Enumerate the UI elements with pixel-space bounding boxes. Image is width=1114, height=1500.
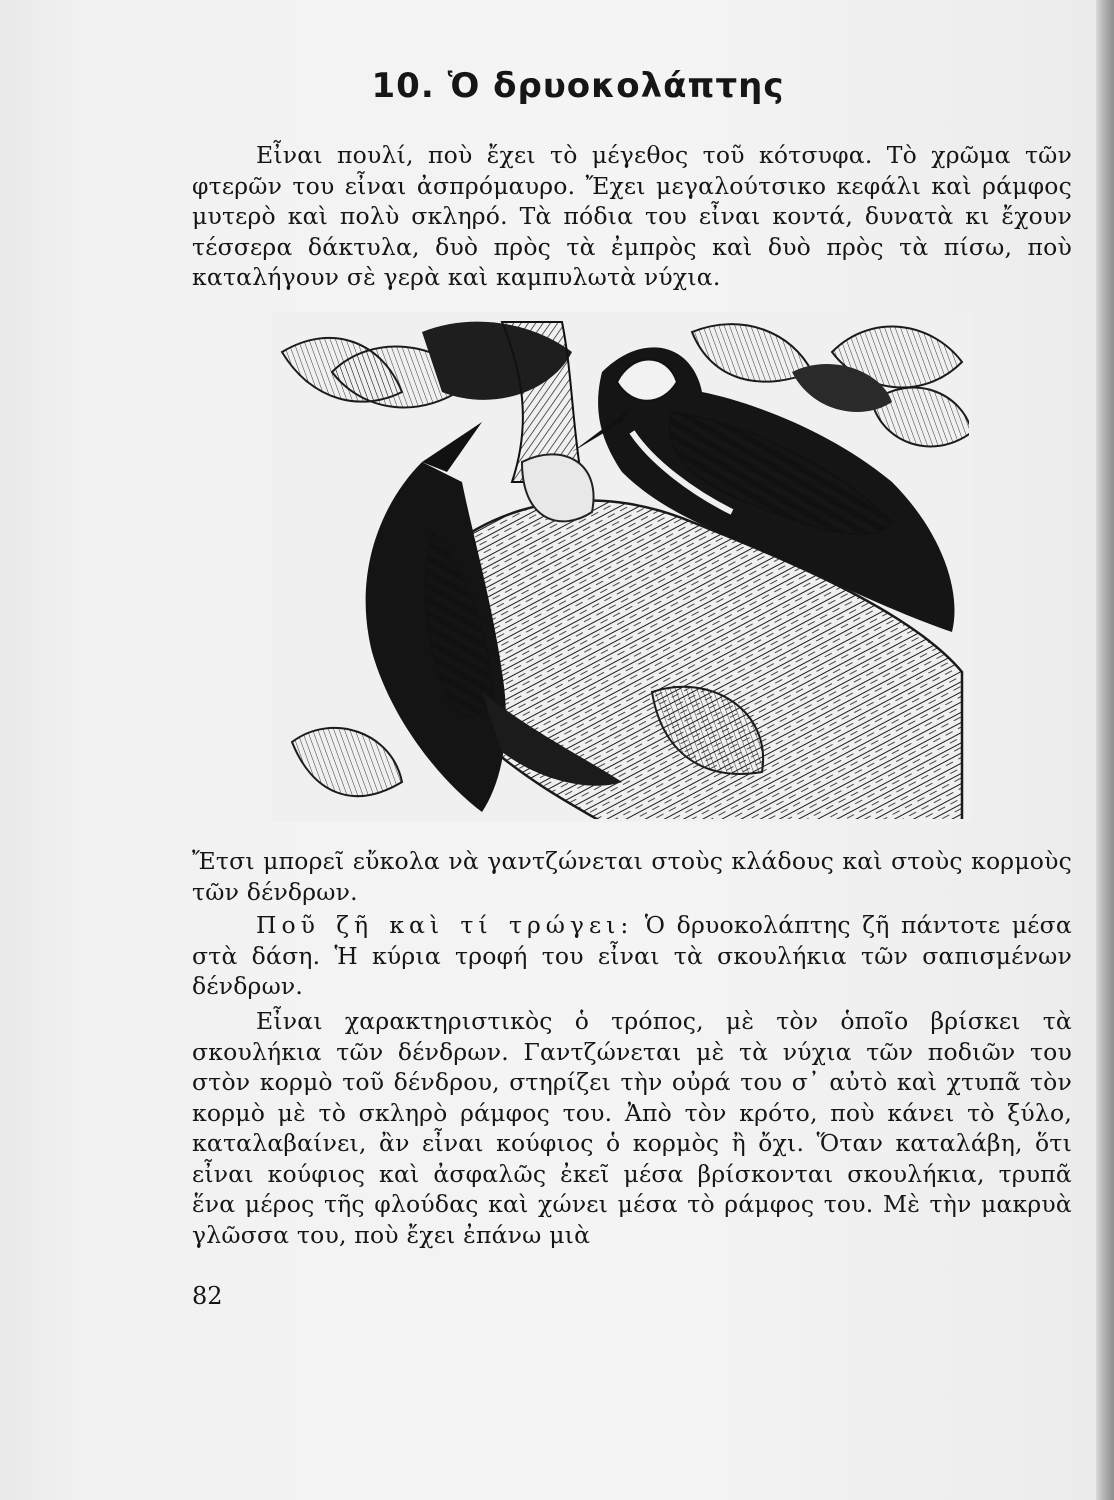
paragraph-description: Εἶναι πουλί, ποὺ ἔχει τὸ μέγεθος τοῦ κότσυφα. Τὸ χρῶμα τῶν φτερῶν του εἶναι ἀσπρόμαυρο. Ἔχει μεγαλούτσικο κεφάλι καὶ ράμφος μυτερὸ καὶ πολὺ σκληρό. Τὰ πόδια του εἶναι κοντά, δυνατὰ κι ἔχουν τέσσερα δάκτυλα, δυὸ πρὸς τὰ ἐμπρὸς καὶ δυὸ πρὸς τὰ πίσω, ποὺ καταλήγουν σὲ γερὰ καὶ καμπυλωτὰ νύχια.	[192, 141, 1072, 291]
chapter-number: 10.	[371, 66, 435, 106]
book-binding-edge	[1096, 0, 1114, 1500]
paragraph-feeding: Εἶναι χαρακτηριστικὸς ὁ τρόπος, μὲ τὸν ὁποῖο βρίσκει τὰ σκουλήκια τῶν δένδρων. Γαντζώνεται μὲ τὰ νύχια τῶν ποδιῶν του στὸν κορμὸ τοῦ δένδρου, στηρίζει τὴν οὐρά του σ᾿ αὐτὸ καὶ χτυπᾶ τὸν κορμὸ μὲ τὸ σκληρὸ ράμφος του. Ἀπὸ τὸν κρότο, ποὺ κάνει τὸ ξύλο, καταλαβαίνει, ἂν εἶναι κούφιος ὁ κορμὸς ἢ ὄχι. Ὅταν καταλάβη, ὅτι εἶναι κούφιος καὶ ἀσφαλῶς ἐκεῖ μέσα βρίσκονται σκουλήκια, τρυπᾶ ἕνα μέρος τῆς φλούδας καὶ χώνει μέσα τὸ ράμφος του. Μὲ τὴν μακρυὰ γλῶσσα του, ποὺ ἔχει ἐπάνω μιὰ	[192, 1007, 1072, 1249]
woodpecker-illustration	[272, 312, 972, 822]
page-number: 82	[192, 1282, 223, 1310]
habitat-subheading: Ποῦ ζῆ καὶ τί τρώγει:	[256, 911, 634, 939]
habitat-text: Ὁ δρυοκολάπτης ζῆ πάντοτε μέσα στὰ δάση. Ἡ κύρια τροφή του εἶναι τὰ σκουλήκια τῶν σαπισμένων δένδρων.	[192, 911, 1072, 1000]
paragraph-habitat	[192, 910, 1072, 1002]
paragraph-grip: Ἔτσι μπορεῖ εὔκολα νὰ γαντζώνεται στοὺς κλάδους καὶ στοὺς κορμοὺς τῶν δένδρων.	[192, 847, 1072, 906]
chapter-title: Ὁ δρυοκολάπτης	[447, 66, 785, 106]
page-title	[0, 66, 1096, 106]
